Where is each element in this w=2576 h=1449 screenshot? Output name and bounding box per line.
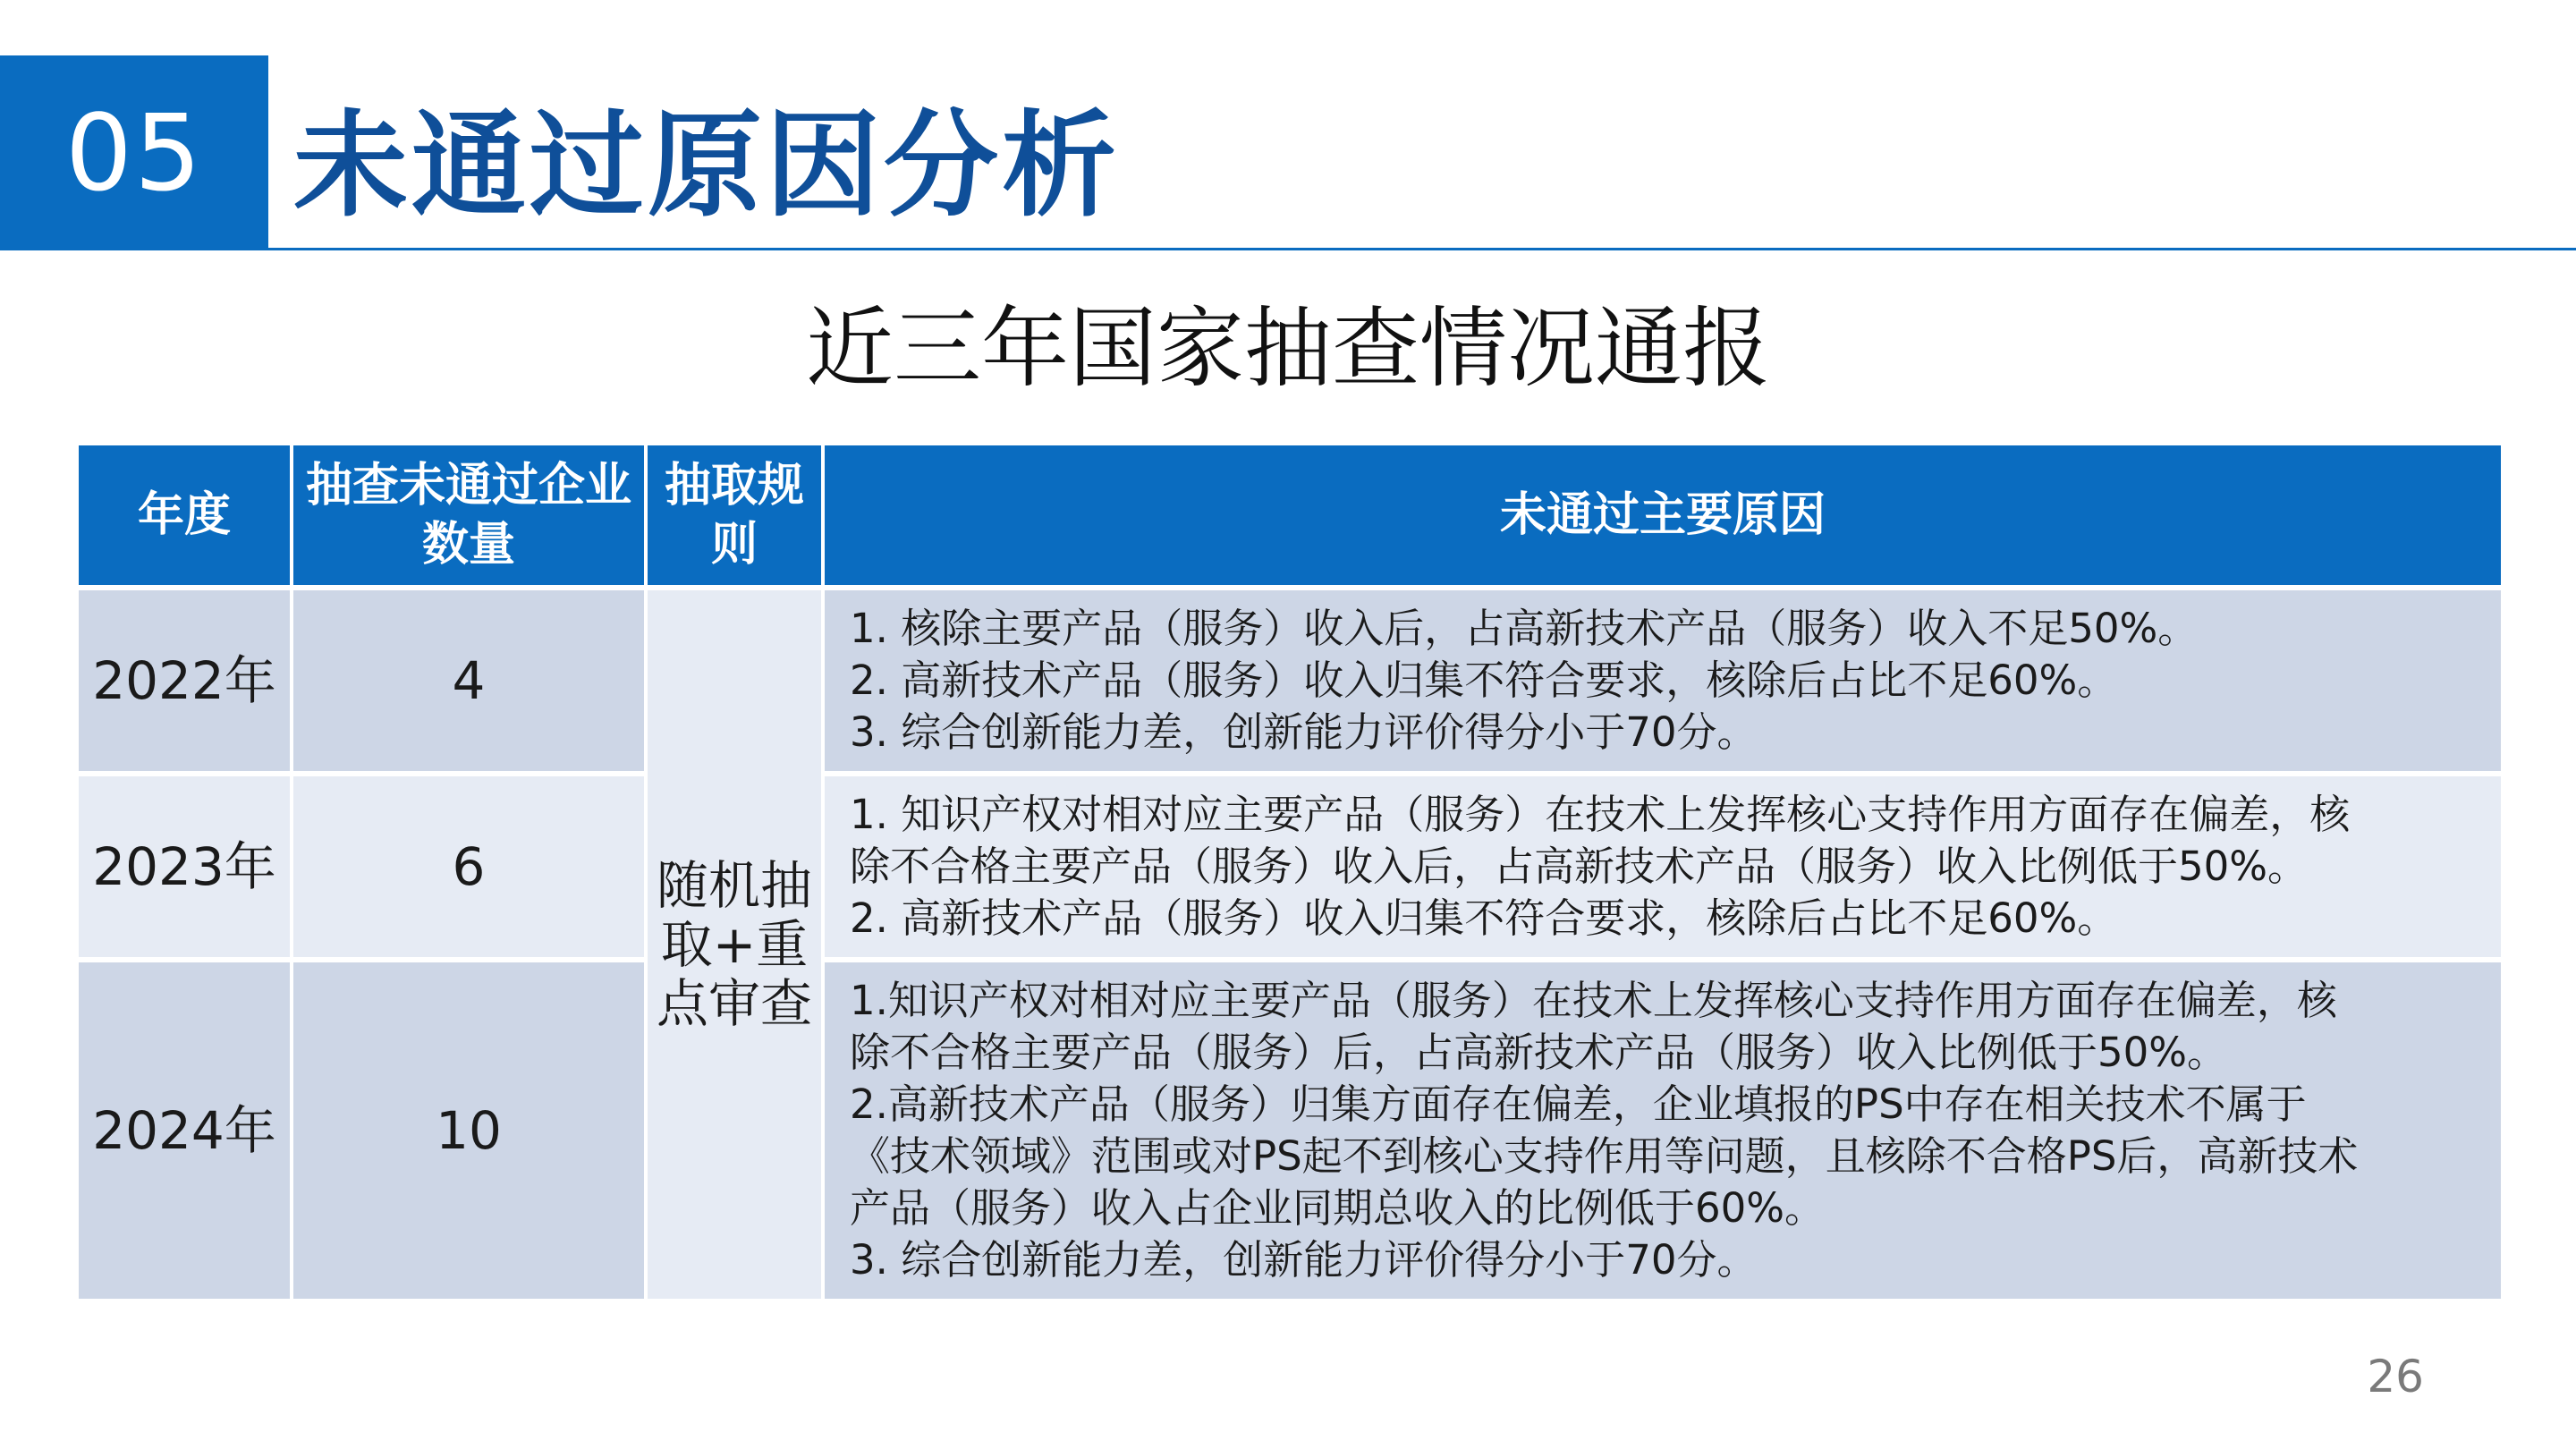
rule-cell: 随机抽取+重点审查: [648, 590, 821, 1299]
reason-line: 2.高新技术产品（服务）归集方面存在偏差，企业填报的PS中存在相关技术不属于: [850, 1080, 2307, 1128]
table-row: [79, 962, 2501, 1299]
year-cell: 2024年: [79, 962, 290, 1299]
reason-line: 产品（服务）收入占企业同期总收入的比例低于60%。: [850, 1184, 1826, 1232]
reason-cell: [825, 776, 2501, 957]
reason-cell: [825, 962, 2501, 1299]
inspection-table: [75, 440, 2504, 1304]
table-header-row: [79, 445, 2501, 585]
reason-line: 1. 知识产权对相对应主要产品（服务）在技术上发挥核心支持作用方面存在偏差，核: [850, 791, 2351, 838]
reason-line: 2. 高新技术产品（服务）收入归集不符合要求，核除后占比不足60%。: [850, 894, 2118, 942]
year-cell: 2022年: [79, 590, 290, 771]
count-cell: 10: [293, 962, 644, 1299]
section-title: 未通过原因分析: [293, 99, 1121, 233]
reason-line: 1. 核除主要产品（服务）收入后，占高新技术产品（服务）收入不足50%。: [850, 605, 2199, 652]
table-row: [79, 776, 2501, 957]
count-cell: 4: [293, 590, 644, 771]
reason-line: 3. 综合创新能力差，创新能力评价得分小于70分。: [850, 708, 1758, 756]
reason-line: 2. 高新技术产品（服务）收入归集不符合要求，核除后占比不足60%。: [850, 657, 2118, 704]
reason-line: 除不合格主要产品（服务）后，占高新技术产品（服务）收入比例低于50%。: [850, 1029, 2228, 1076]
column-header-rule: 抽取规则: [648, 445, 821, 585]
reason-line: 3. 综合创新能力差，创新能力评价得分小于70分。: [850, 1236, 1758, 1284]
page-number: 26: [2367, 1351, 2424, 1402]
year-cell: 2023年: [79, 776, 290, 957]
section-number: 05: [0, 55, 268, 250]
reason-line: 除不合格主要产品（服务）收入后，占高新技术产品（服务）收入比例低于50%。: [850, 843, 2309, 890]
count-cell: 6: [293, 776, 644, 957]
reason-line: 《技术领域》范围或对PS起不到核心支持作用等问题，且核除不合格PS后，高新技术: [850, 1132, 2359, 1180]
reason-line: 1.知识产权对相对应主要产品（服务）在技术上发挥核心支持作用方面存在偏差，核: [850, 977, 2337, 1024]
column-header-year: 年度: [79, 445, 290, 585]
column-header-count: 抽查未通过企业数量: [293, 445, 644, 585]
table-title: 近三年国家抽查情况通报: [805, 298, 1770, 400]
table-row: [79, 590, 2501, 771]
header-divider: [268, 248, 2576, 250]
reason-cell: [825, 590, 2501, 771]
column-header-reason: 未通过主要原因: [825, 445, 2501, 585]
